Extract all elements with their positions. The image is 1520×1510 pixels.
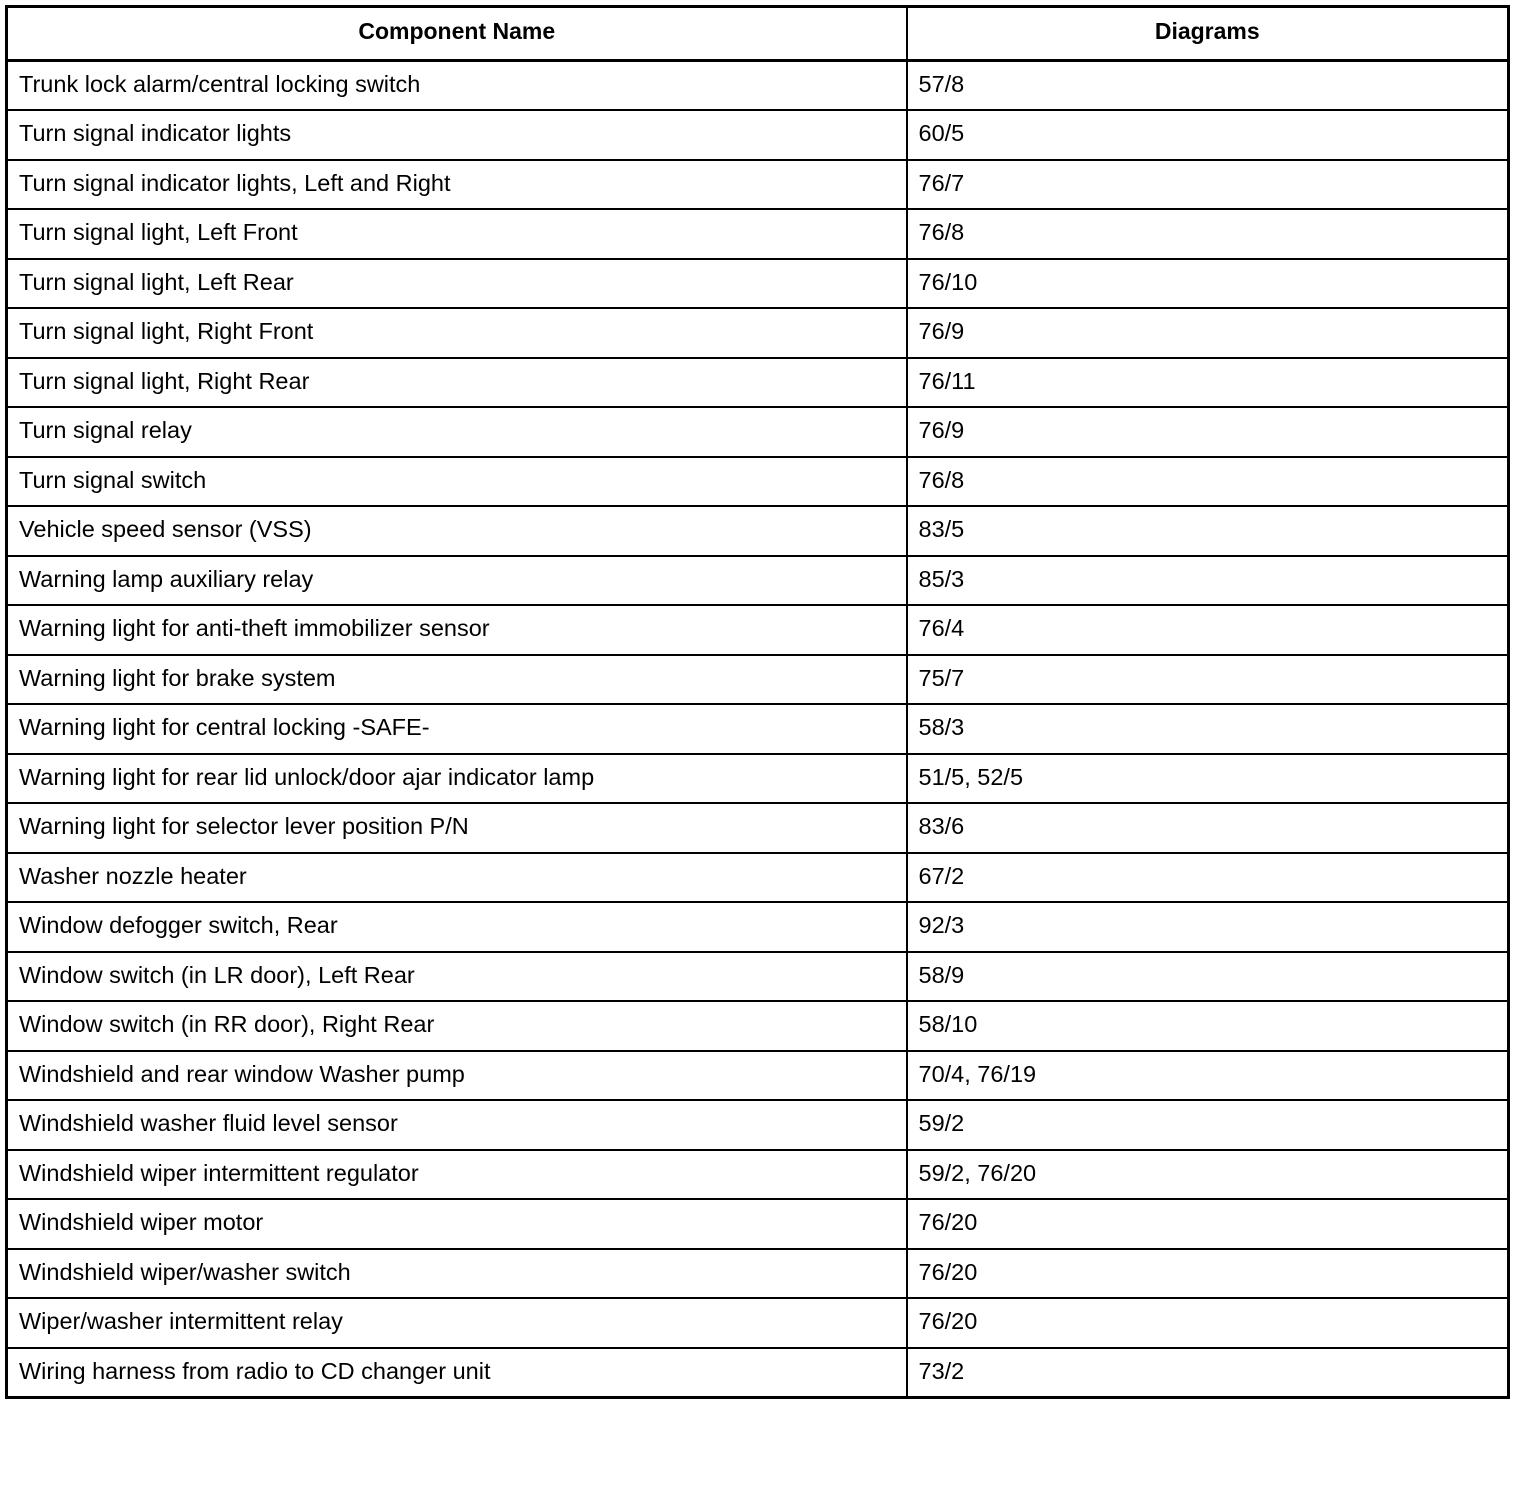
table-row [7, 1051, 1509, 1101]
diagrams-cell: 76/7 [907, 160, 1509, 210]
table-row [7, 506, 1509, 556]
diagrams-cell: 76/20 [907, 1249, 1509, 1299]
diagrams-cell: 60/5 [907, 110, 1509, 160]
table-row [7, 853, 1509, 903]
diagrams-cell: 58/9 [907, 952, 1509, 1002]
table-row [7, 1199, 1509, 1249]
table-row [7, 209, 1509, 259]
table-row [7, 1150, 1509, 1200]
table-row [7, 457, 1509, 507]
table-row [7, 160, 1509, 210]
table-row [7, 704, 1509, 754]
component-name-cell: Warning light for brake system [7, 655, 907, 705]
diagrams-cell: 76/20 [907, 1298, 1509, 1348]
diagrams-cell: 58/3 [907, 704, 1509, 754]
diagrams-cell: 58/10 [907, 1001, 1509, 1051]
component-name-cell: Warning light for central locking -SAFE- [7, 704, 907, 754]
table-row [7, 1100, 1509, 1150]
component-name-cell: Trunk lock alarm/central locking switch [7, 61, 907, 111]
table-row [7, 556, 1509, 606]
diagrams-cell: 67/2 [907, 853, 1509, 903]
table-row [7, 655, 1509, 705]
table-row [7, 61, 1509, 111]
table-row [7, 952, 1509, 1002]
diagrams-cell: 59/2 [907, 1100, 1509, 1150]
diagrams-cell: 92/3 [907, 902, 1509, 952]
component-name-cell: Windshield and rear window Washer pump [7, 1051, 907, 1101]
diagrams-cell: 85/3 [907, 556, 1509, 606]
diagrams-cell: 83/6 [907, 803, 1509, 853]
component-diagram-table [5, 5, 1510, 1399]
header-row [7, 7, 1509, 61]
component-name-cell: Turn signal relay [7, 407, 907, 457]
component-name-cell: Washer nozzle heater [7, 853, 907, 903]
table-row [7, 1001, 1509, 1051]
table-row [7, 259, 1509, 309]
table-row [7, 605, 1509, 655]
component-name-cell: Turn signal light, Left Front [7, 209, 907, 259]
table-row [7, 110, 1509, 160]
table-row [7, 358, 1509, 408]
header-diagrams: Diagrams [907, 7, 1509, 61]
component-table-container [5, 5, 1507, 1399]
table-row [7, 1249, 1509, 1299]
component-name-cell: Window switch (in LR door), Left Rear [7, 952, 907, 1002]
table-row [7, 308, 1509, 358]
component-name-cell: Wiring harness from radio to CD changer unit [7, 1348, 907, 1398]
diagrams-cell: 76/11 [907, 358, 1509, 408]
component-name-cell: Windshield wiper motor [7, 1199, 907, 1249]
component-name-cell: Warning lamp auxiliary relay [7, 556, 907, 606]
table-header [7, 7, 1509, 61]
table-row [7, 1348, 1509, 1398]
diagrams-cell: 51/5, 52/5 [907, 754, 1509, 804]
diagrams-cell: 76/9 [907, 308, 1509, 358]
component-name-cell: Turn signal indicator lights, Left and Right [7, 160, 907, 210]
component-name-cell: Wiper/washer intermittent relay [7, 1298, 907, 1348]
table-row [7, 407, 1509, 457]
diagrams-cell: 76/10 [907, 259, 1509, 309]
component-name-cell: Windshield washer fluid level sensor [7, 1100, 907, 1150]
diagrams-cell: 76/9 [907, 407, 1509, 457]
header-component-name: Component Name [7, 7, 907, 61]
diagrams-cell: 59/2, 76/20 [907, 1150, 1509, 1200]
component-name-cell: Turn signal switch [7, 457, 907, 507]
component-name-cell: Warning light for rear lid unlock/door ajar indicator lamp [7, 754, 907, 804]
table-row [7, 1298, 1509, 1348]
component-name-cell: Turn signal indicator lights [7, 110, 907, 160]
table-row [7, 803, 1509, 853]
component-name-cell: Turn signal light, Right Rear [7, 358, 907, 408]
diagrams-cell: 70/4, 76/19 [907, 1051, 1509, 1101]
diagrams-cell: 76/4 [907, 605, 1509, 655]
diagrams-cell: 76/8 [907, 457, 1509, 507]
diagrams-cell: 57/8 [907, 61, 1509, 111]
component-name-cell: Turn signal light, Right Front [7, 308, 907, 358]
diagrams-cell: 76/20 [907, 1199, 1509, 1249]
table-row [7, 754, 1509, 804]
table-row [7, 902, 1509, 952]
diagrams-cell: 83/5 [907, 506, 1509, 556]
table-body [7, 61, 1509, 1398]
diagrams-cell: 76/8 [907, 209, 1509, 259]
component-name-cell: Warning light for anti-theft immobilizer sensor [7, 605, 907, 655]
component-name-cell: Vehicle speed sensor (VSS) [7, 506, 907, 556]
component-name-cell: Windshield wiper intermittent regulator [7, 1150, 907, 1200]
diagrams-cell: 75/7 [907, 655, 1509, 705]
diagrams-cell: 73/2 [907, 1348, 1509, 1398]
component-name-cell: Window switch (in RR door), Right Rear [7, 1001, 907, 1051]
component-name-cell: Warning light for selector lever position P/N [7, 803, 907, 853]
component-name-cell: Turn signal light, Left Rear [7, 259, 907, 309]
component-name-cell: Window defogger switch, Rear [7, 902, 907, 952]
component-name-cell: Windshield wiper/washer switch [7, 1249, 907, 1299]
